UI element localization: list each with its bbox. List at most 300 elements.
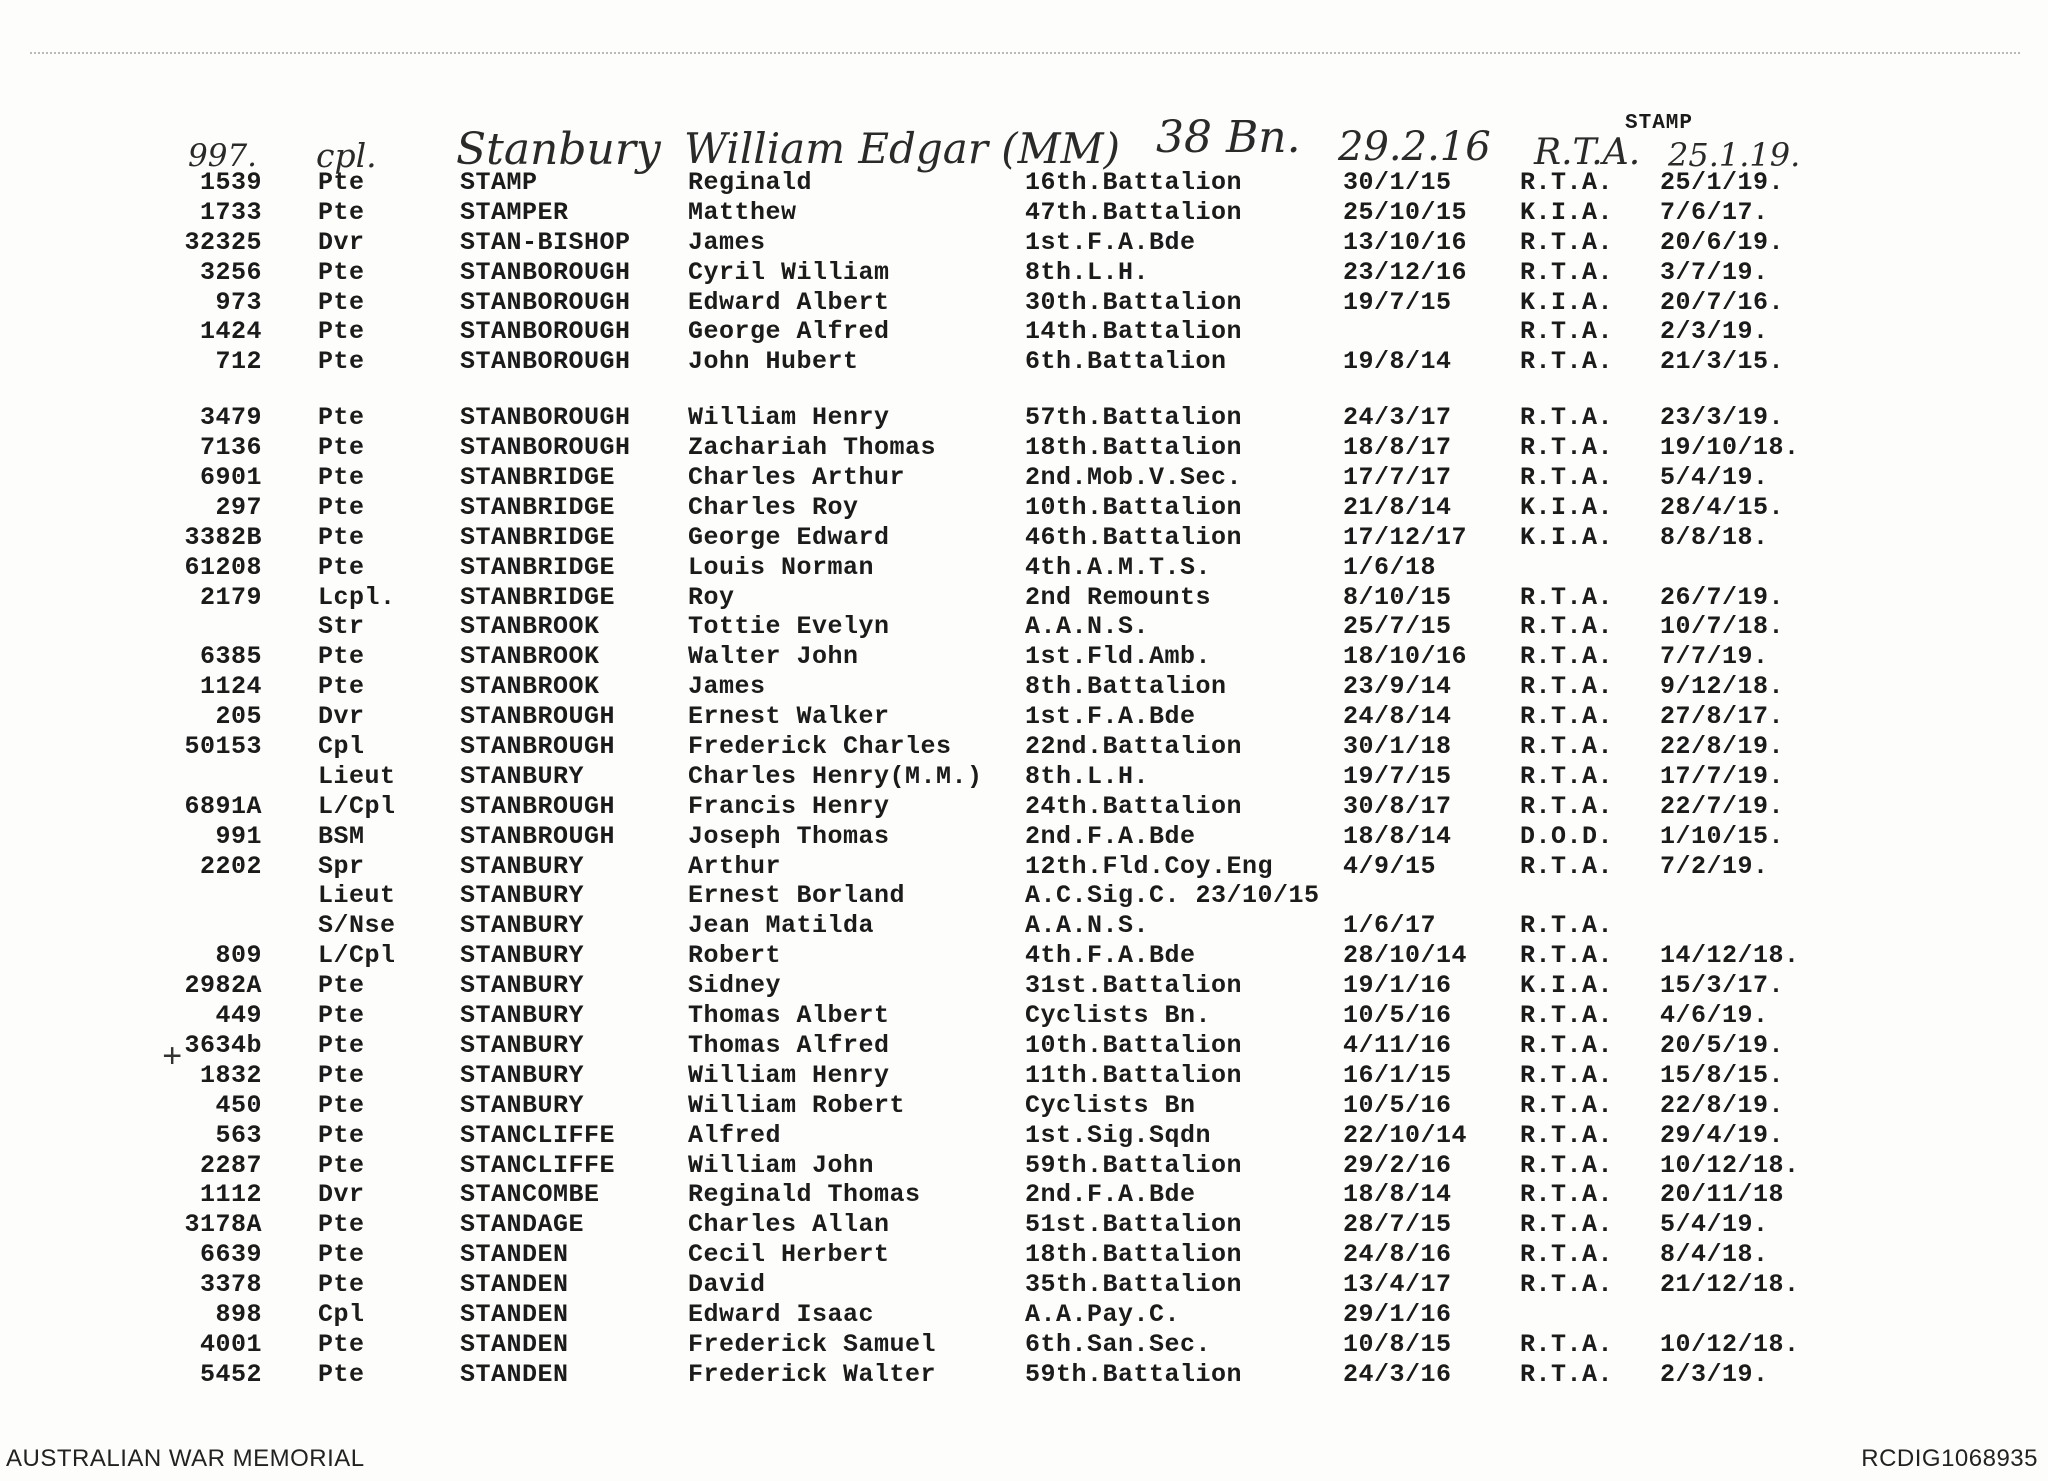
unit: 8th.L.H. xyxy=(1025,761,1150,791)
unit: 46th.Battalion xyxy=(1025,522,1243,552)
table-row xyxy=(0,1300,2048,1330)
fate: R.T.A. xyxy=(1520,227,1614,257)
rank: Cpl xyxy=(318,1299,365,1329)
fate: R.T.A. xyxy=(1520,1180,1614,1210)
given-names: Sidney xyxy=(688,971,782,1001)
rank: Dvr xyxy=(318,1180,365,1210)
rank: Pte xyxy=(318,168,365,197)
enlistment-date: 17/7/17 xyxy=(1343,463,1452,493)
given-names: James xyxy=(688,672,766,702)
enlistment-date: 23/9/14 xyxy=(1343,672,1452,702)
service-number: 50153 xyxy=(184,732,262,762)
nominal-roll-table xyxy=(0,168,2048,1390)
rank: Pte xyxy=(318,317,365,347)
fate: R.T.A. xyxy=(1520,941,1614,971)
service-number: 5452 xyxy=(199,1359,262,1389)
rank: Pte xyxy=(318,1210,365,1240)
table-row xyxy=(0,1151,2048,1181)
given-names: Tottie Evelyn xyxy=(688,612,890,642)
service-number: 973 xyxy=(215,287,262,317)
stamp-date: 20/6/19. xyxy=(1660,227,1785,257)
enlistment-date: 24/3/17 xyxy=(1343,403,1452,433)
given-names: William John xyxy=(688,1150,875,1180)
stamp-date: 22/8/19. xyxy=(1660,732,1785,762)
enlistment-date: 25/10/15 xyxy=(1343,197,1468,227)
enlistment-date: 30/8/17 xyxy=(1343,791,1452,821)
stamp-date: 22/7/19. xyxy=(1660,791,1785,821)
service-number: 1539 xyxy=(199,168,262,197)
enlistment-date: 24/8/14 xyxy=(1343,702,1452,732)
enlistment-date: 4/11/16 xyxy=(1343,1030,1452,1060)
rank: Dvr xyxy=(318,227,365,257)
given-names: Joseph Thomas xyxy=(688,821,890,851)
surname: STANBROOK xyxy=(460,672,600,702)
given-names: Jean Matilda xyxy=(688,911,875,941)
service-number: 205 xyxy=(215,702,262,732)
fate: R.T.A. xyxy=(1520,347,1614,377)
table-row xyxy=(0,732,2048,762)
unit: 2nd.F.A.Bde xyxy=(1025,821,1196,851)
rank: Pte xyxy=(318,1240,365,1270)
given-names: George Alfred xyxy=(688,317,890,347)
fate: R.T.A. xyxy=(1520,851,1614,881)
given-names: Frederick Samuel xyxy=(688,1329,937,1359)
table-row xyxy=(0,523,2048,553)
surname: STAN-BISHOP xyxy=(460,227,631,257)
footer-reference: RCDIG1068935 xyxy=(1861,1445,2038,1472)
rank: Pte xyxy=(318,492,365,522)
service-number: 6639 xyxy=(199,1240,262,1270)
service-number: 3256 xyxy=(199,257,262,287)
stamp-date: 22/8/19. xyxy=(1660,1090,1785,1120)
unit: 24th.Battalion xyxy=(1025,791,1243,821)
stamp-date: 21/12/18. xyxy=(1660,1270,1800,1300)
table-row xyxy=(0,1091,2048,1121)
rank: Pte xyxy=(318,257,365,287)
stamp-date: 25/1/19. xyxy=(1660,168,1785,197)
given-names: Ernest Borland xyxy=(688,881,906,911)
service-number: 3479 xyxy=(199,403,262,433)
service-number: 1124 xyxy=(199,672,262,702)
given-names: James xyxy=(688,227,766,257)
unit: 1st.Sig.Sqdn xyxy=(1025,1120,1212,1150)
table-row xyxy=(0,852,2048,882)
unit: 31st.Battalion xyxy=(1025,971,1243,1001)
rank: Pte xyxy=(318,1329,365,1359)
fate: R.T.A. xyxy=(1520,612,1614,642)
stamp-date: 26/7/19. xyxy=(1660,582,1785,612)
enlistment-date: 22/10/14 xyxy=(1343,1120,1468,1150)
stamp-date: 2/3/19. xyxy=(1660,1359,1769,1389)
stamp-date: 7/2/19. xyxy=(1660,851,1769,881)
surname: STANBURY xyxy=(460,1090,585,1120)
surname: STANDEN xyxy=(460,1270,569,1300)
enlistment-date: 28/7/15 xyxy=(1343,1210,1452,1240)
table-row xyxy=(0,1210,2048,1240)
stamp-date: 7/6/17. xyxy=(1660,197,1769,227)
given-names: Roy xyxy=(688,582,735,612)
stamp-date: 1/10/15. xyxy=(1660,821,1785,851)
enlistment-date: 18/8/14 xyxy=(1343,821,1452,851)
rank: Pte xyxy=(318,1090,365,1120)
rank: Pte xyxy=(318,287,365,317)
service-number: 297 xyxy=(215,492,262,522)
service-number: 7136 xyxy=(199,433,262,463)
enlistment-date: 24/3/16 xyxy=(1343,1359,1452,1389)
fate: D.O.D. xyxy=(1520,821,1614,851)
enlistment-date: 18/8/14 xyxy=(1343,1180,1452,1210)
enlistment-date: 29/1/16 xyxy=(1343,1299,1452,1329)
stamp-date: 14/12/18. xyxy=(1660,941,1800,971)
table-row xyxy=(0,493,2048,523)
table-row xyxy=(0,258,2048,288)
stamp-date: 28/4/15. xyxy=(1660,492,1785,522)
stamp-date: 19/10/18. xyxy=(1660,433,1800,463)
table-row xyxy=(0,198,2048,228)
enlistment-date: 8/10/15 xyxy=(1343,582,1452,612)
enlistment-date: 17/12/17 xyxy=(1343,522,1468,552)
surname: STANBOROUGH xyxy=(460,433,631,463)
unit: 2nd.Mob.V.Sec. xyxy=(1025,463,1243,493)
unit: 4th.F.A.Bde xyxy=(1025,941,1196,971)
fate: R.T.A. xyxy=(1520,1120,1614,1150)
rank: Pte xyxy=(318,403,365,433)
hand-stamp: 25.1.19. xyxy=(1668,136,1801,174)
rank: Str xyxy=(318,612,365,642)
table-row xyxy=(0,762,2048,792)
table-row xyxy=(0,1270,2048,1300)
service-number: 3178A xyxy=(184,1210,262,1240)
hand-rank: cpl. xyxy=(316,136,377,175)
given-names: Thomas Albert xyxy=(688,1001,890,1031)
given-names: William Robert xyxy=(688,1090,906,1120)
stamp-date: 27/8/17. xyxy=(1660,702,1785,732)
scan-edge-line xyxy=(30,52,2020,54)
table-row xyxy=(0,1061,2048,1091)
service-number: 6385 xyxy=(199,642,262,672)
fate: K.I.A. xyxy=(1520,287,1614,317)
fate: R.T.A. xyxy=(1520,642,1614,672)
service-number: 991 xyxy=(215,821,262,851)
rank: Pte xyxy=(318,1060,365,1090)
fate: R.T.A. xyxy=(1520,911,1614,941)
enlistment-date: 13/10/16 xyxy=(1343,227,1468,257)
rank: S/Nse xyxy=(318,911,396,941)
fate: R.T.A. xyxy=(1520,168,1614,197)
hand-unit: 38 Bn. xyxy=(1156,112,1301,163)
rank: Pte xyxy=(318,522,365,552)
fate: R.T.A. xyxy=(1520,463,1614,493)
unit: 1st.Fld.Amb. xyxy=(1025,642,1212,672)
surname: STANDEN xyxy=(460,1299,569,1329)
table-row xyxy=(0,433,2048,463)
enlistment-date: 19/7/15 xyxy=(1343,761,1452,791)
service-number: 4001 xyxy=(199,1329,262,1359)
service-number: 2179 xyxy=(199,582,262,612)
unit: 12th.Fld.Coy.Eng xyxy=(1025,851,1274,881)
surname: STANCLIFFE xyxy=(460,1120,616,1150)
stamp-date: 3/7/19. xyxy=(1660,257,1769,287)
table-row xyxy=(0,1001,2048,1031)
enlistment-date: 21/8/14 xyxy=(1343,492,1452,522)
rank: Lieut xyxy=(318,881,396,911)
rank: Lcpl. xyxy=(318,582,396,612)
table-row xyxy=(0,1180,2048,1210)
given-names: Charles Allan xyxy=(688,1210,890,1240)
stamp-date: 20/5/19. xyxy=(1660,1030,1785,1060)
unit: 2nd.F.A.Bde xyxy=(1025,1180,1196,1210)
table-row xyxy=(0,881,2048,911)
surname: STANBURY xyxy=(460,1060,585,1090)
service-number: 450 xyxy=(215,1090,262,1120)
given-names: Louis Norman xyxy=(688,552,875,582)
given-names: Cyril William xyxy=(688,257,890,287)
enlistment-date: 25/7/15 xyxy=(1343,612,1452,642)
fate: R.T.A. xyxy=(1520,1090,1614,1120)
surname: STANBURY xyxy=(460,971,585,1001)
stamp-date: 21/3/15. xyxy=(1660,347,1785,377)
given-names: Ernest Walker xyxy=(688,702,890,732)
fate: R.T.A. xyxy=(1520,317,1614,347)
unit: 2nd Remounts xyxy=(1025,582,1212,612)
unit: 6th.Battalion xyxy=(1025,347,1227,377)
table-row xyxy=(0,317,2048,347)
table-row xyxy=(0,168,2048,198)
fate: R.T.A. xyxy=(1520,1359,1614,1389)
given-names: Matthew xyxy=(688,197,797,227)
surname: STANCLIFFE xyxy=(460,1150,616,1180)
surname: STANBURY xyxy=(460,911,585,941)
given-names: Cecil Herbert xyxy=(688,1240,890,1270)
service-number: 2982A xyxy=(184,971,262,1001)
service-number: 809 xyxy=(215,941,262,971)
unit: A.A.Pay.C. xyxy=(1025,1299,1181,1329)
given-names: Arthur xyxy=(688,851,782,881)
given-names: Charles Roy xyxy=(688,492,859,522)
unit: Cyclists Bn. xyxy=(1025,1001,1212,1031)
table-row xyxy=(0,1031,2048,1061)
stamp-date: 23/3/19. xyxy=(1660,403,1785,433)
surname: STANDEN xyxy=(460,1240,569,1270)
enlistment-date: 13/4/17 xyxy=(1343,1270,1452,1300)
fate: K.I.A. xyxy=(1520,197,1614,227)
table-row xyxy=(0,971,2048,1001)
rank: Pte xyxy=(318,1030,365,1060)
stamp-date: 2/3/19. xyxy=(1660,317,1769,347)
stamp-date: 10/12/18. xyxy=(1660,1329,1800,1359)
rank: Pte xyxy=(318,552,365,582)
given-names: Edward Albert xyxy=(688,287,890,317)
rank: Spr xyxy=(318,851,365,881)
table-row xyxy=(0,612,2048,642)
given-names: Reginald Thomas xyxy=(688,1180,921,1210)
enlistment-date: 19/1/16 xyxy=(1343,971,1452,1001)
enlistment-date: 30/1/18 xyxy=(1343,732,1452,762)
surname: STANBROUGH xyxy=(460,732,616,762)
surname: STAMPER xyxy=(460,197,569,227)
table-row xyxy=(0,553,2048,583)
rank: Pte xyxy=(318,1001,365,1031)
fate: R.T.A. xyxy=(1520,732,1614,762)
surname: STANBRIDGE xyxy=(460,582,616,612)
hand-surname: Stanbury xyxy=(456,124,661,175)
surname: STANBROUGH xyxy=(460,702,616,732)
unit: 51st.Battalion xyxy=(1025,1210,1243,1240)
fate: K.I.A. xyxy=(1520,971,1614,1001)
surname: STANBRIDGE xyxy=(460,492,616,522)
surname: STANBURY xyxy=(460,941,585,971)
unit: 59th.Battalion xyxy=(1025,1359,1243,1389)
footer-institution: AUSTRALIAN WAR MEMORIAL xyxy=(6,1445,365,1472)
fate: R.T.A. xyxy=(1520,702,1614,732)
table-row xyxy=(0,1240,2048,1270)
service-number: 1832 xyxy=(199,1060,262,1090)
rank: Pte xyxy=(318,197,365,227)
fate: R.T.A. xyxy=(1520,1240,1614,1270)
surname: STANBURY xyxy=(460,761,585,791)
fate: R.T.A. xyxy=(1520,1150,1614,1180)
enlistment-date: 28/10/14 xyxy=(1343,941,1468,971)
enlistment-date: 18/8/17 xyxy=(1343,433,1452,463)
surname: STANBURY xyxy=(460,1030,585,1060)
unit: 18th.Battalion xyxy=(1025,433,1243,463)
enlistment-date: 16/1/15 xyxy=(1343,1060,1452,1090)
unit: 10th.Battalion xyxy=(1025,492,1243,522)
hand-given: William Edgar (MM) xyxy=(684,124,1121,173)
stamp-date: 8/8/18. xyxy=(1660,522,1769,552)
unit: 6th.San.Sec. xyxy=(1025,1329,1212,1359)
service-number: 1112 xyxy=(199,1180,262,1210)
surname: STANBOROUGH xyxy=(460,257,631,287)
surname: STANBURY xyxy=(460,1001,585,1031)
given-names: George Edward xyxy=(688,522,890,552)
stamp-date: 5/4/19. xyxy=(1660,463,1769,493)
rank: Pte xyxy=(318,433,365,463)
surname: STANBURY xyxy=(460,851,585,881)
given-names: Reginald xyxy=(688,168,813,197)
service-number: 898 xyxy=(215,1299,262,1329)
service-number: 2287 xyxy=(199,1150,262,1180)
given-names: Thomas Alfred xyxy=(688,1030,890,1060)
enlistment-date: 10/5/16 xyxy=(1343,1090,1452,1120)
stamp-date: 7/7/19. xyxy=(1660,642,1769,672)
service-number: 32325 xyxy=(184,227,262,257)
rank: Pte xyxy=(318,971,365,1001)
surname: STANBOROUGH xyxy=(460,347,631,377)
enlistment-date: 24/8/16 xyxy=(1343,1240,1452,1270)
unit: 11th.Battalion xyxy=(1025,1060,1243,1090)
rank: Pte xyxy=(318,1120,365,1150)
unit: A.C.Sig.C. 23/10/15 xyxy=(1025,881,1320,911)
service-number: 1733 xyxy=(199,197,262,227)
surname: STANBOROUGH xyxy=(460,317,631,347)
given-names: William Henry xyxy=(688,403,890,433)
stamp-date: 20/11/18 xyxy=(1660,1180,1785,1210)
table-row xyxy=(0,911,2048,941)
surname: STANBROUGH xyxy=(460,821,616,851)
surname: STANBROOK xyxy=(460,612,600,642)
given-names: Zachariah Thomas xyxy=(688,433,937,463)
unit: A.A.N.S. xyxy=(1025,911,1150,941)
unit: 4th.A.M.T.S. xyxy=(1025,552,1212,582)
fate: K.I.A. xyxy=(1520,522,1614,552)
rank: Pte xyxy=(318,1359,365,1389)
unit: A.A.N.S. xyxy=(1025,612,1150,642)
surname: STANBRIDGE xyxy=(460,463,616,493)
stamp-column-heading: STAMP xyxy=(1625,112,1694,135)
given-names: Frederick Walter xyxy=(688,1359,937,1389)
given-names: Frederick Charles xyxy=(688,732,952,762)
unit: 30th.Battalion xyxy=(1025,287,1243,317)
surname: STANBRIDGE xyxy=(460,552,616,582)
surname: STAMP xyxy=(460,168,538,197)
unit: 10th.Battalion xyxy=(1025,1030,1243,1060)
surname: STANCOMBE xyxy=(460,1180,600,1210)
fate: R.T.A. xyxy=(1520,791,1614,821)
fate: R.T.A. xyxy=(1520,403,1614,433)
service-number: 3378 xyxy=(199,1270,262,1300)
enlistment-date: 18/10/16 xyxy=(1343,642,1468,672)
given-names: William Henry xyxy=(688,1060,890,1090)
surname: STANBROUGH xyxy=(460,791,616,821)
table-row xyxy=(0,941,2048,971)
enlistment-date: 10/5/16 xyxy=(1343,1001,1452,1031)
service-number: 61208 xyxy=(184,552,262,582)
rank: Dvr xyxy=(318,702,365,732)
fate: R.T.A. xyxy=(1520,1329,1614,1359)
stamp-date: 4/6/19. xyxy=(1660,1001,1769,1031)
rank: Pte xyxy=(318,347,365,377)
given-names: Charles Arthur xyxy=(688,463,906,493)
unit: 18th.Battalion xyxy=(1025,1240,1243,1270)
enlistment-date: 30/1/15 xyxy=(1343,168,1452,197)
fate: R.T.A. xyxy=(1520,433,1614,463)
service-number: 3634b xyxy=(184,1030,262,1060)
rank: Pte xyxy=(318,642,365,672)
unit: 1st.F.A.Bde xyxy=(1025,702,1196,732)
hand-no: 997. xyxy=(188,138,258,174)
stamp-date: 15/8/15. xyxy=(1660,1060,1785,1090)
table-row xyxy=(0,1121,2048,1151)
given-names: Charles Henry(M.M.) xyxy=(688,761,983,791)
surname: STANBROOK xyxy=(460,642,600,672)
unit: 22nd.Battalion xyxy=(1025,732,1243,762)
enlistment-date: 1/6/18 xyxy=(1343,552,1437,582)
unit: 16th.Battalion xyxy=(1025,168,1243,197)
table-row xyxy=(0,642,2048,672)
rank: Cpl xyxy=(318,732,365,762)
table-row xyxy=(0,288,2048,318)
given-names: Walter John xyxy=(688,642,859,672)
enlistment-date: 1/6/17 xyxy=(1343,911,1437,941)
enlistment-date: 29/2/16 xyxy=(1343,1150,1452,1180)
fate: R.T.A. xyxy=(1520,672,1614,702)
table-row xyxy=(0,702,2048,732)
stamp-date: 10/12/18. xyxy=(1660,1150,1800,1180)
table-row xyxy=(0,1360,2048,1390)
enlistment-date: 19/7/15 xyxy=(1343,287,1452,317)
given-names: Francis Henry xyxy=(688,791,890,821)
surname: STANBURY xyxy=(460,881,585,911)
rank: BSM xyxy=(318,821,365,851)
table-row xyxy=(0,672,2048,702)
table-row xyxy=(0,403,2048,433)
rank: Pte xyxy=(318,463,365,493)
surname: STANBOROUGH xyxy=(460,403,631,433)
table-row xyxy=(0,347,2048,377)
enlistment-date: 23/12/16 xyxy=(1343,257,1468,287)
stamp-date: 8/4/18. xyxy=(1660,1240,1769,1270)
